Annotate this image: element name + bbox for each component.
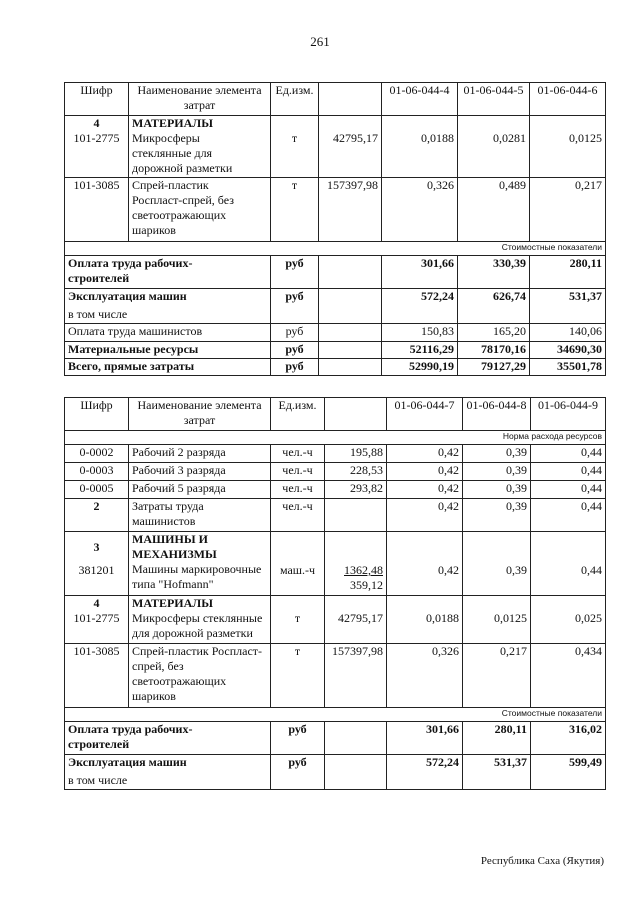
header-col-3: 01-06-044-9 — [531, 398, 606, 431]
row-value-2: 0,0281 — [458, 116, 530, 178]
row-value-2: 0,39 — [463, 481, 531, 499]
row-value-2: 0,217 — [463, 644, 531, 708]
header-name: Наименование элемента затрат — [129, 398, 271, 431]
row-unit: чел.-ч — [271, 445, 325, 463]
cost-subheader: Стоимостные показатели — [65, 708, 606, 722]
cost-unit: руб — [271, 722, 325, 755]
row-value-1: 0,42 — [387, 499, 463, 532]
cost-price — [319, 342, 382, 359]
cost-price — [325, 755, 387, 790]
row-value-2: 0,39 — [463, 463, 531, 481]
footer-region: Республика Саха (Якутия) — [480, 855, 604, 867]
table-row — [65, 596, 606, 644]
cost-price — [319, 289, 382, 324]
cost-name: Оплата труда рабочих- строителей — [65, 722, 271, 755]
row-price — [325, 499, 387, 532]
cost-price — [325, 722, 387, 755]
header-col-1: 01-06-044-4 — [382, 83, 458, 116]
cost-value-2: 280,11 — [463, 722, 531, 755]
row-value-2: 0,39 — [463, 499, 531, 532]
table-row — [65, 289, 606, 324]
row-price: 157397,98 — [325, 644, 387, 708]
row-name: МАШИНЫ И МЕХАНИЗМЫ Машины маркировочные типа "Hofmann" — [129, 532, 271, 596]
subheader-row — [65, 431, 606, 445]
row-value-3: 0,44 — [531, 532, 606, 596]
row-value-2: 0,39 — [463, 445, 531, 463]
table-row — [65, 359, 606, 376]
cost-name: Оплата труда рабочих- строителей — [65, 256, 271, 289]
row-price: 1362,48 359,12 — [325, 532, 387, 596]
row-code: 4 101-2775 — [65, 116, 129, 178]
header-col-2: 01-06-044-5 — [458, 83, 530, 116]
row-value-3: 0,44 — [531, 445, 606, 463]
cost-value-2: 78170,16 — [458, 342, 530, 359]
header-code: Шифр — [65, 83, 129, 116]
row-unit: т — [271, 596, 325, 644]
cost-unit: руб — [271, 289, 319, 324]
row-value-3: 0,217 — [530, 178, 606, 242]
row-value-3: 0,025 — [531, 596, 606, 644]
row-name: Спрей-пластик Роспласт-спрей, без светоотражающих шариков — [129, 178, 271, 242]
row-unit: т — [271, 644, 325, 708]
row-name: МАТЕРИАЛЫ Микросферы стеклянные для дорожной разметки — [129, 596, 271, 644]
row-value-3: 0,44 — [531, 463, 606, 481]
header-unit: Ед.изм. — [271, 398, 325, 431]
cost-unit: руб — [271, 324, 319, 342]
row-price: 293,82 — [325, 481, 387, 499]
cost-value-3: 34690,30 — [530, 342, 606, 359]
row-unit: чел.-ч — [271, 499, 325, 532]
table-row — [65, 256, 606, 289]
subheader-row — [65, 242, 606, 256]
cost-value-3: 316,02 — [531, 722, 606, 755]
norm-subheader: Норма расхода ресурсов — [65, 431, 606, 445]
row-code: 3 381201 — [65, 532, 129, 596]
row-name: Рабочий 5 разряда — [129, 481, 271, 499]
row-price: 42795,17 — [319, 116, 382, 178]
cost-unit: руб — [271, 755, 325, 790]
row-code: 101-3085 — [65, 178, 129, 242]
cost-value-1: 572,24 — [387, 755, 463, 790]
row-value-1: 0,42 — [387, 445, 463, 463]
row-unit: т — [271, 178, 319, 242]
cost-value-1: 150,83 — [382, 324, 458, 342]
row-price: 195,88 — [325, 445, 387, 463]
row-code: 4 101-2775 — [65, 596, 129, 644]
cost-value-3: 280,11 — [530, 256, 606, 289]
table-row — [65, 342, 606, 359]
row-price: 228,53 — [325, 463, 387, 481]
table-row — [65, 644, 606, 708]
table-row — [65, 755, 606, 790]
table-row — [65, 532, 606, 596]
row-code: 0-0005 — [65, 481, 129, 499]
page-number: 261 — [310, 34, 330, 49]
row-code: 0-0002 — [65, 445, 129, 463]
row-value-2: 0,0125 — [463, 596, 531, 644]
row-value-1: 0,326 — [382, 178, 458, 242]
cost-value-1: 52116,29 — [382, 342, 458, 359]
table-header-row — [65, 398, 606, 431]
header-code: Шифр — [65, 398, 129, 431]
cost-name: Эксплуатация машин в том числе — [65, 755, 271, 790]
cost-name: Эксплуатация машин в том числе — [65, 289, 271, 324]
cost-name: Материальные ресурсы — [65, 342, 271, 359]
row-unit: маш.-ч — [271, 532, 325, 596]
cost-value-2: 626,74 — [458, 289, 530, 324]
cost-value-1: 301,66 — [387, 722, 463, 755]
resource-table-2 — [64, 397, 606, 790]
cost-price — [319, 324, 382, 342]
row-value-1: 0,0188 — [382, 116, 458, 178]
cost-value-2: 79127,29 — [458, 359, 530, 376]
header-name: Наименование элемента затрат — [129, 83, 271, 116]
cost-value-2: 330,39 — [458, 256, 530, 289]
cost-unit: руб — [271, 342, 319, 359]
row-unit: чел.-ч — [271, 481, 325, 499]
table-row — [65, 463, 606, 481]
row-unit: т — [271, 116, 319, 178]
row-name: МАТЕРИАЛЫ Микросферы стеклянные для дорожной разметки — [129, 116, 271, 178]
row-price: 42795,17 — [325, 596, 387, 644]
row-value-3: 0,44 — [531, 499, 606, 532]
row-name: Спрей-пластик Роспласт- спрей, без светоотражающих шариков — [129, 644, 271, 708]
cost-value-2: 531,37 — [463, 755, 531, 790]
cost-value-2: 165,20 — [458, 324, 530, 342]
cost-value-1: 572,24 — [382, 289, 458, 324]
subheader-row — [65, 708, 606, 722]
cost-unit: руб — [271, 256, 319, 289]
cost-value-3: 35501,78 — [530, 359, 606, 376]
table-row — [65, 324, 606, 342]
cost-name: Всего, прямые затраты — [65, 359, 271, 376]
row-name: Рабочий 2 разряда — [129, 445, 271, 463]
row-value-1: 0,42 — [387, 463, 463, 481]
cost-name: Оплата труда машинистов — [65, 324, 271, 342]
table-header-row — [65, 83, 606, 116]
row-name: Затраты труда машинистов — [129, 499, 271, 532]
resource-table-1 — [64, 82, 606, 376]
row-name: Рабочий 3 разряда — [129, 463, 271, 481]
row-value-2: 0,39 — [463, 532, 531, 596]
table-row — [65, 445, 606, 463]
cost-unit: руб — [271, 359, 319, 376]
row-code: 101-3085 — [65, 644, 129, 708]
row-value-2: 0,489 — [458, 178, 530, 242]
row-value-3: 0,434 — [531, 644, 606, 708]
table-row — [65, 722, 606, 755]
cost-value-3: 599,49 — [531, 755, 606, 790]
table-row — [65, 499, 606, 532]
cost-value-1: 301,66 — [382, 256, 458, 289]
row-code: 2 — [65, 499, 129, 532]
cost-value-1: 52990,19 — [382, 359, 458, 376]
table-row — [65, 116, 606, 178]
header-col-3: 01-06-044-6 — [530, 83, 606, 116]
row-value-1: 0,42 — [387, 532, 463, 596]
header-col-1: 01-06-044-7 — [387, 398, 463, 431]
cost-value-3: 140,06 — [530, 324, 606, 342]
table-row — [65, 178, 606, 242]
row-value-1: 0,326 — [387, 644, 463, 708]
row-code: 0-0003 — [65, 463, 129, 481]
row-value-3: 0,0125 — [530, 116, 606, 178]
header-col-2: 01-06-044-8 — [463, 398, 531, 431]
row-value-3: 0,44 — [531, 481, 606, 499]
row-value-1: 0,42 — [387, 481, 463, 499]
table-row — [65, 481, 606, 499]
cost-price — [319, 359, 382, 376]
row-value-1: 0,0188 — [387, 596, 463, 644]
header-price — [325, 398, 387, 431]
cost-price — [319, 256, 382, 289]
row-price: 157397,98 — [319, 178, 382, 242]
header-price — [319, 83, 382, 116]
cost-subheader: Стоимостные показатели — [65, 242, 606, 256]
row-unit: чел.-ч — [271, 463, 325, 481]
cost-value-3: 531,37 — [530, 289, 606, 324]
header-unit: Ед.изм. — [271, 83, 319, 116]
